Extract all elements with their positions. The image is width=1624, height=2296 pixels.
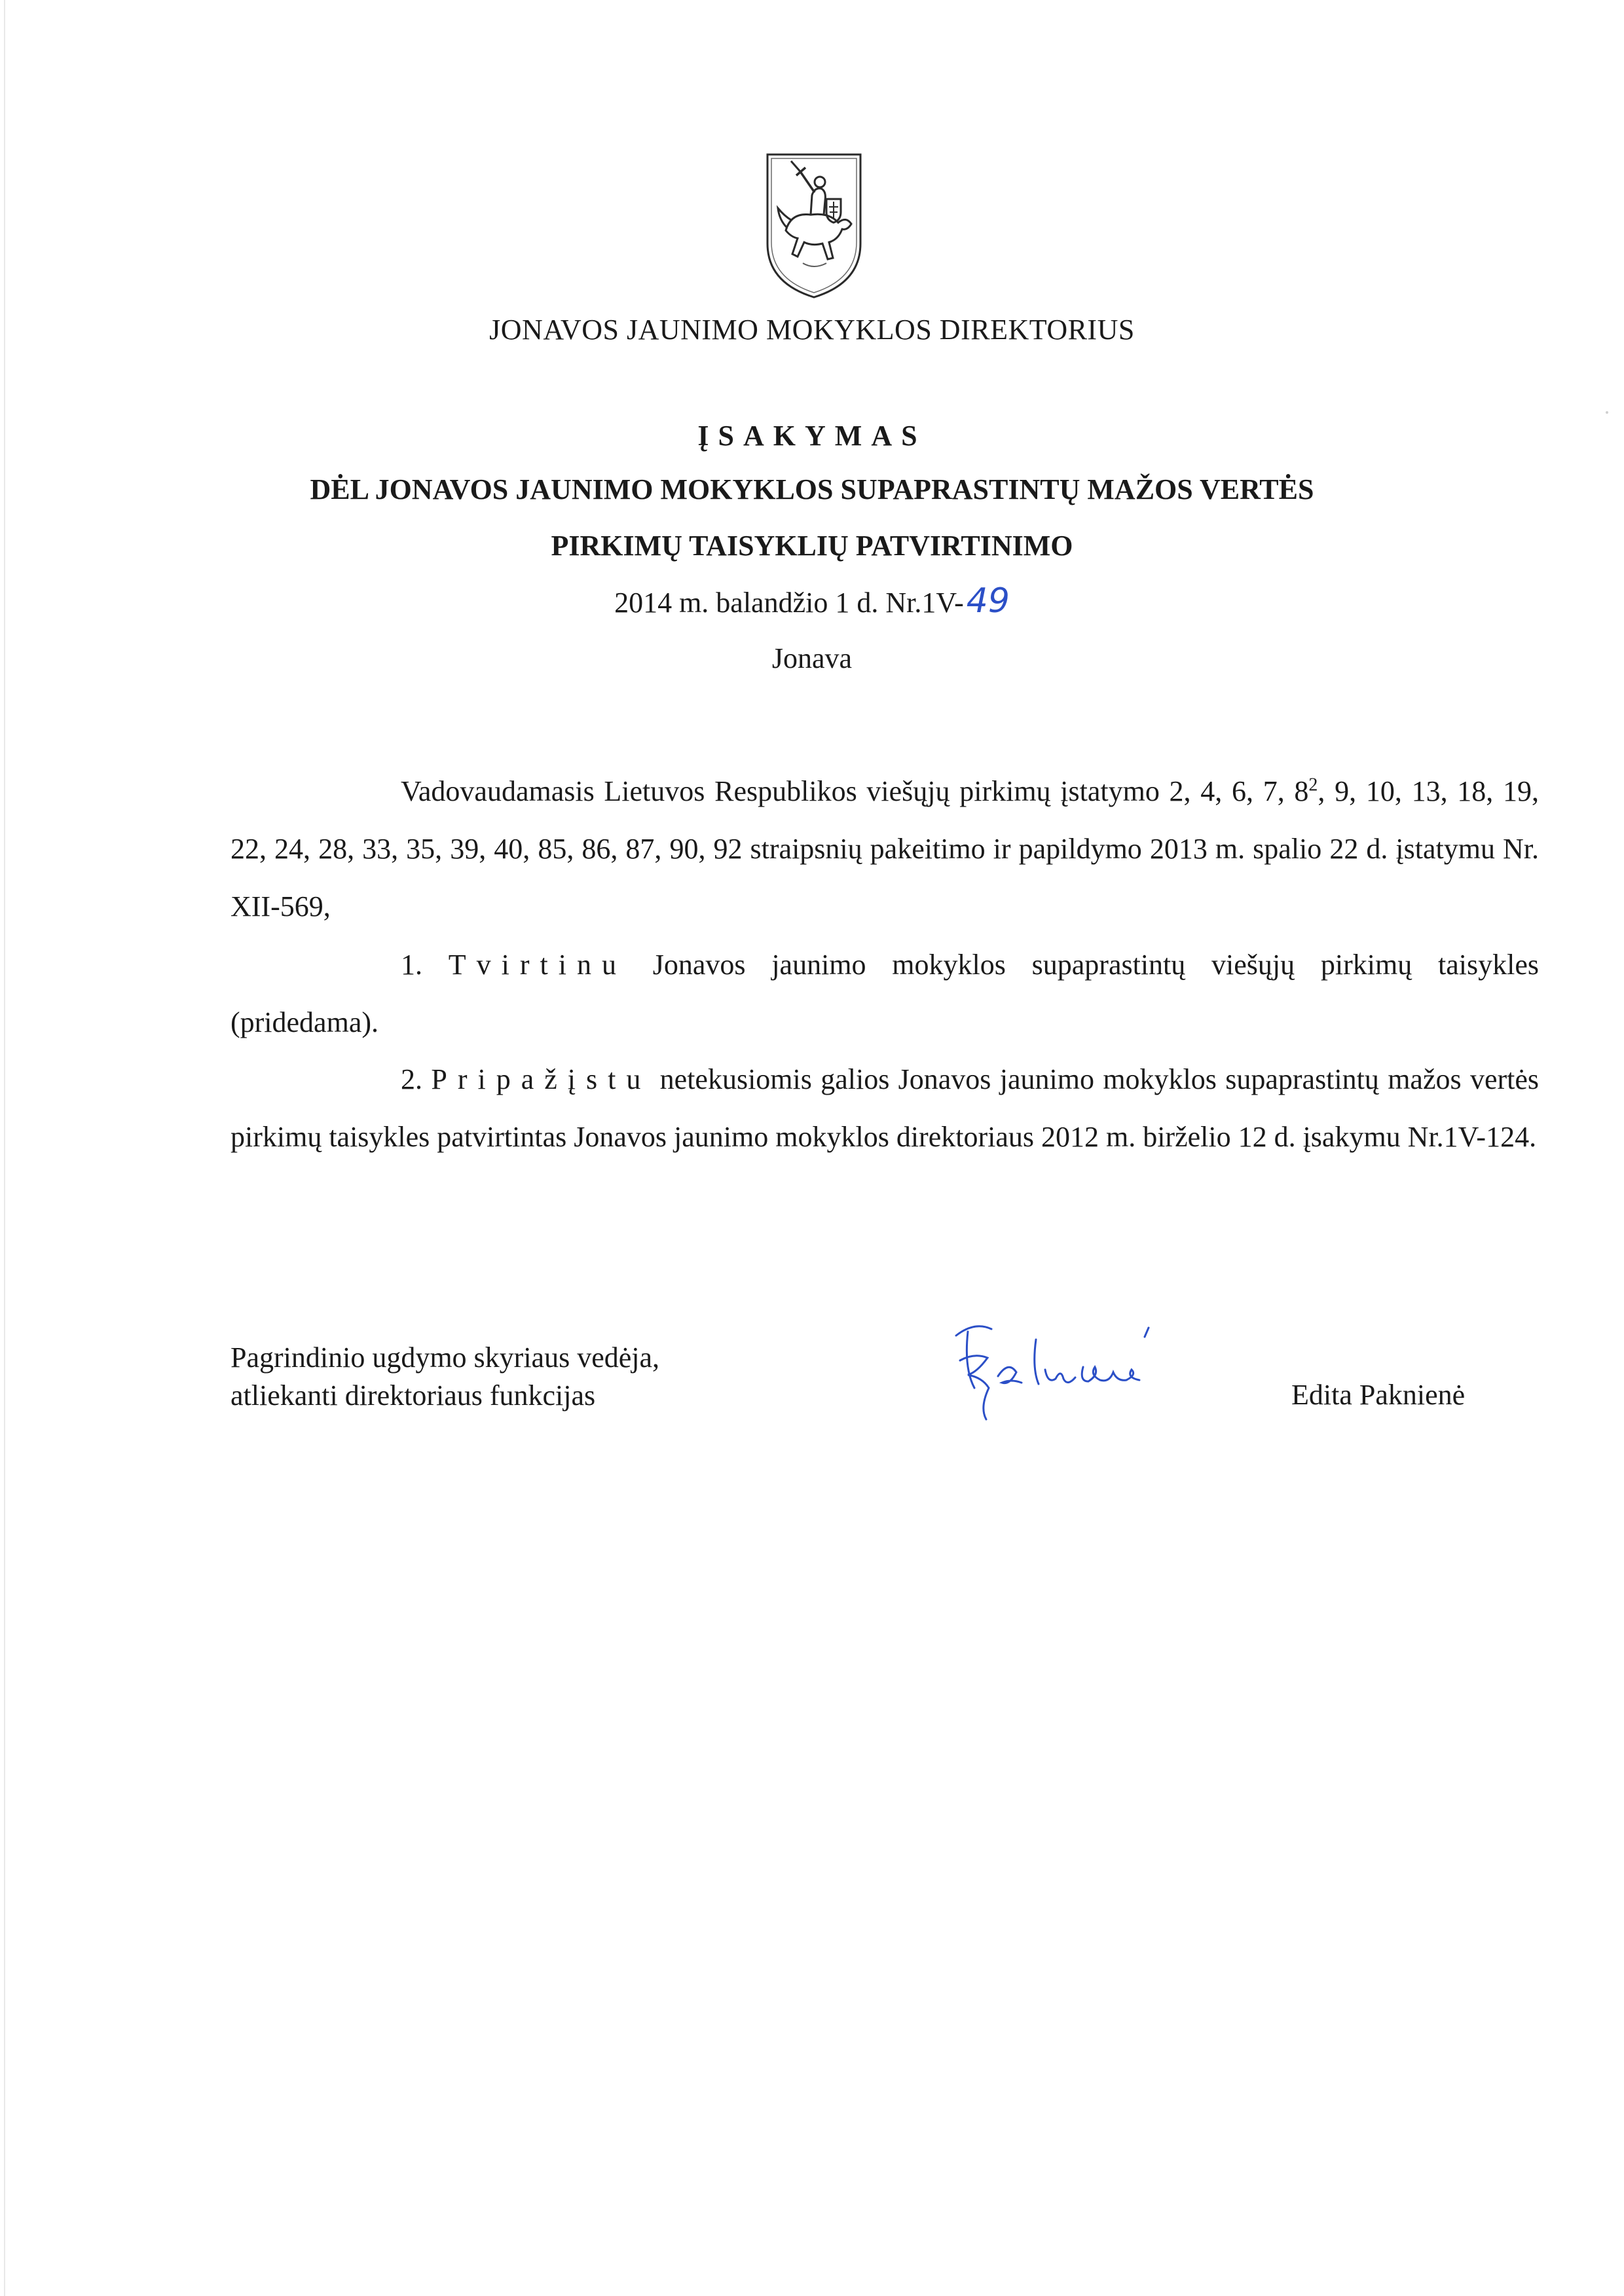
signer-position-line1: Pagrindinio ugdymo skyriaus vedėja, bbox=[231, 1341, 660, 1374]
intro-text-part2: , 9, 10, 13, 18, 19, 22, 24, 28, 33, 35, 39, 40, 85, 86, 87, 90, 92 straipsnių pakeitimo ir papildymo 2013 m. spalio 22 d. įstatymu Nr. XII-569, bbox=[231, 775, 1540, 922]
signer-position bbox=[231, 1339, 659, 1415]
intro-text-part1: Vadovaudamasis Lietuvos Respublikos viešųjų pirkimų įstatymo 2, 4, 6, 7, 8 bbox=[401, 775, 1309, 807]
order-item-2 bbox=[231, 1051, 1539, 1166]
signer-name: Edita Paknienė bbox=[1291, 1379, 1466, 1411]
order-place: Jonava bbox=[771, 642, 853, 674]
signer-position-line2: atliekanti direktoriaus funkcijas bbox=[231, 1379, 596, 1412]
intro-superscript: 2 bbox=[1308, 774, 1318, 795]
item2-number: 2. bbox=[401, 1063, 422, 1095]
order-subject-line2: PIRKIMŲ TAISYKLIŲ PATVIRTINIMO bbox=[551, 530, 1073, 562]
item2-verb: Pripažįstu bbox=[431, 1063, 652, 1095]
order-subject-line1: DĖL JONAVOS JAUNIMO MOKYKLOS SUPAPRASTINTŲ MAŽOS VERTĖS bbox=[310, 473, 1314, 505]
handwritten-signature bbox=[948, 1309, 1210, 1427]
order-word: ĮSAKYMAS bbox=[697, 420, 927, 452]
item1-number: 1. bbox=[401, 949, 422, 981]
handwritten-order-number: 49 bbox=[966, 581, 1010, 621]
item2-text: netekusiomis galios Jonavos jaunimo mokyklos supaprastintų mažos vertės pirkimų taisykles patvirtintas Jonavos jaunimo mokyklos direktoriaus 2012 m. birželio 12 d. įsakymu Nr.1V-124. bbox=[231, 1063, 1540, 1153]
order-dateline bbox=[0, 581, 1624, 621]
intro-paragraph bbox=[231, 763, 1539, 936]
item1-verb: Tvirtinu bbox=[448, 949, 627, 981]
institution-title: JONAVOS JAUNIMO MOKYKLOS DIREKTORIUS bbox=[489, 314, 1135, 346]
vytis-coat-of-arms-icon bbox=[765, 152, 863, 300]
scan-speck bbox=[1606, 411, 1608, 414]
order-date-text: 2014 m. balandžio 1 d. Nr.1V- bbox=[614, 587, 964, 619]
order-item-1 bbox=[231, 936, 1539, 1051]
item1-text: Jonavos jaunimo mokyklos supaprastintų viešųjų pirkimų taisykles (pridedama). bbox=[231, 949, 1540, 1038]
